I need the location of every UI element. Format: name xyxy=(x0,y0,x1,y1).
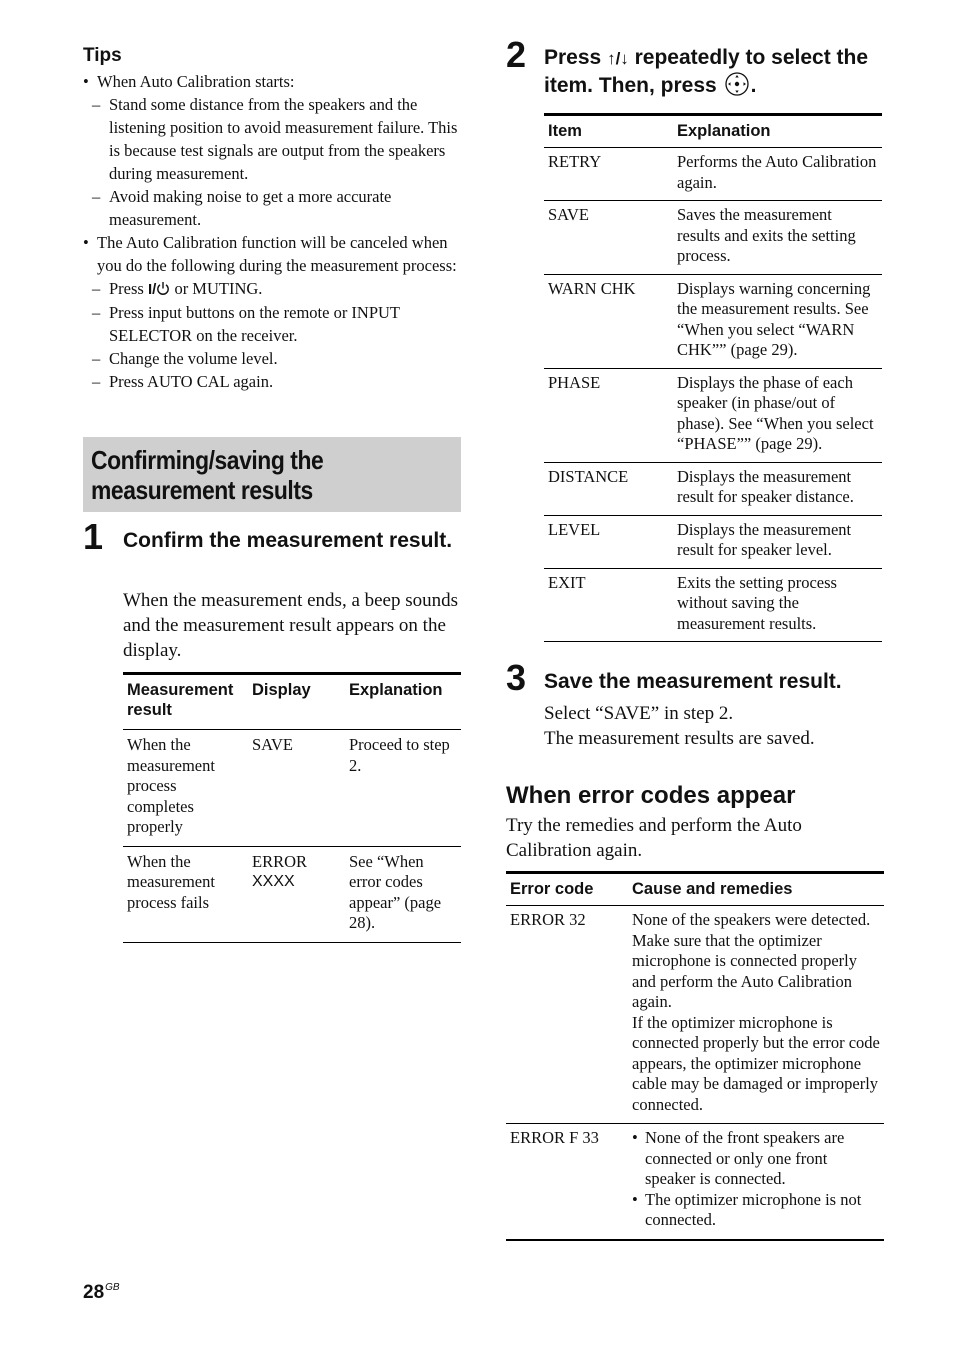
table-row xyxy=(544,462,882,515)
table-row xyxy=(123,846,461,942)
table-cell: SAVE xyxy=(252,735,293,754)
table-cell: EXIT xyxy=(544,568,673,642)
step-body-line: Select “SAVE” in step 2. xyxy=(544,703,734,724)
region-code: GB xyxy=(105,1282,120,1293)
table-cell: Exits the setting process without saving the measurement results. xyxy=(673,568,882,642)
step-title-text: . xyxy=(750,74,757,97)
tip-subitem: – Avoid making noise to get a more accurate measurement. xyxy=(83,185,463,231)
tip-subitem: – Change the volume level. xyxy=(83,347,463,370)
tip-text: or MUTING. xyxy=(170,279,263,298)
table-header-row xyxy=(506,873,884,906)
table-cell: Displays the measurement result for speaker level. xyxy=(673,515,882,568)
table-cell: Saves the measurement results and exits the setting process. xyxy=(673,201,882,275)
section-header-box xyxy=(83,437,461,512)
table-row xyxy=(544,201,882,275)
section-title-line: measurement results xyxy=(91,475,313,505)
table-cell: When the measurement process fails xyxy=(123,846,248,942)
table-cell: RETRY xyxy=(548,152,602,171)
table-cell xyxy=(628,1124,884,1240)
table-header-row xyxy=(123,674,461,730)
page-number xyxy=(83,1282,120,1304)
error-code-table xyxy=(506,871,884,1241)
step-title-text: Press xyxy=(544,46,608,69)
power-icon xyxy=(156,281,170,296)
table-row xyxy=(544,515,882,568)
table-row xyxy=(544,274,882,368)
table-cell: Displays warning concerning the measurement results. See “When you select “WARN CHK”” (page 29). xyxy=(673,274,882,368)
tip-bullet: • The Auto Calibration function will be canceled when you do the following during the measurement process: xyxy=(83,231,463,277)
table-cell: Displays the measurement result for speaker distance. xyxy=(673,462,882,515)
table-row xyxy=(506,906,884,1124)
table-cell: Proceed to step 2. xyxy=(349,735,450,775)
table-row xyxy=(544,368,882,462)
item-explanation-table xyxy=(544,113,882,642)
table-header: Explanation xyxy=(673,115,882,148)
table-cell: When the measurement process completes properly xyxy=(127,735,215,836)
table-cell: DISTANCE xyxy=(544,462,673,515)
list-item: • The optimizer microphone is not connected. xyxy=(632,1190,880,1231)
step-body xyxy=(544,701,889,751)
error-code-placeholder: XXXX xyxy=(252,873,295,890)
table-header: Item xyxy=(544,115,673,148)
table-cell: ERROR 32 xyxy=(510,910,586,929)
tip-subitem: – Press input buttons on the remote or INPUT SELECTOR on the receiver. xyxy=(83,301,463,347)
table-cell: ERROR F 33 xyxy=(506,1124,628,1240)
tip-subitem: – Press AUTO CAL again. xyxy=(83,370,463,393)
step-number: 3 xyxy=(506,657,526,698)
step-title: Confirm the measurement result. xyxy=(123,529,453,552)
power-key-label: I/ xyxy=(147,281,157,298)
table-header-row xyxy=(544,115,882,148)
step-body: When the measurement ends, a beep sounds and the measurement result appears on the display. xyxy=(123,590,459,661)
table-cell: WARN CHK xyxy=(544,274,673,368)
remedy-list xyxy=(632,1128,880,1231)
table-cell: Performs the Auto Calibration again. xyxy=(677,152,877,192)
list-item: • None of the front speakers are connected or only one front speaker is connected. xyxy=(632,1128,880,1190)
tips-list xyxy=(83,70,463,393)
table-header: Error code xyxy=(506,873,628,906)
tips-heading: Tips xyxy=(83,45,122,66)
table-cell: LEVEL xyxy=(544,515,673,568)
table-cell: See “When error codes appear” (page 28). xyxy=(345,846,461,942)
tip-subitem xyxy=(83,277,463,301)
measurement-result-table xyxy=(123,672,461,943)
step-title-text: repeatedly to select the item. Then, press xyxy=(544,46,869,97)
step-body-line: The measurement results are saved. xyxy=(544,728,815,749)
section-title-line: Confirming/saving the xyxy=(91,445,324,475)
step-title: Save the measurement result. xyxy=(544,670,842,693)
table-row xyxy=(506,1124,884,1240)
step-number: 1 xyxy=(83,516,103,557)
subsection-intro: Try the remedies and perform the Auto Calibration again. xyxy=(506,815,802,861)
table-header: Cause and remedies xyxy=(628,873,884,906)
page-number-value: 28 xyxy=(83,1282,105,1303)
tip-subitem: – Stand some distance from the speakers and the listening position to avoid measurement failure. This is because test signals are output from the speakers during measurement. xyxy=(83,93,463,185)
table-cell: SAVE xyxy=(544,201,673,275)
tip-bullet: • When Auto Calibration starts: xyxy=(83,70,463,93)
subsection-heading: When error codes appear xyxy=(506,782,796,809)
table-header: Explanation xyxy=(345,674,461,730)
table-header: Display xyxy=(248,674,345,730)
table-header: Measurement result xyxy=(123,674,248,730)
table-row xyxy=(123,730,461,847)
remedy-paragraph: None of the speakers were detected. Make sure that the optimizer microphone is connected properly and perform the Auto Calibration again. xyxy=(632,910,871,1011)
step-number: 2 xyxy=(506,34,526,75)
table-cell xyxy=(248,846,345,942)
enter-button-icon xyxy=(723,71,751,97)
up-down-arrows-icon: ↑/↓ xyxy=(607,49,629,68)
step-title xyxy=(544,44,889,99)
table-cell xyxy=(628,906,884,1124)
table-row xyxy=(544,148,882,201)
remedy-paragraph: If the optimizer microphone is connected properly but the error code appears, the optimizer microphone cable may be damaged or improperly connected. xyxy=(632,1012,880,1114)
table-cell: Displays the phase of each speaker (in phase/out of phase). See “When you select “PHASE”” (page 29). xyxy=(673,368,882,462)
display-code: ERROR xyxy=(252,851,308,871)
section-title xyxy=(91,445,461,505)
tip-text: Press xyxy=(109,279,148,298)
table-row xyxy=(544,568,882,642)
table-cell: PHASE xyxy=(544,368,673,462)
